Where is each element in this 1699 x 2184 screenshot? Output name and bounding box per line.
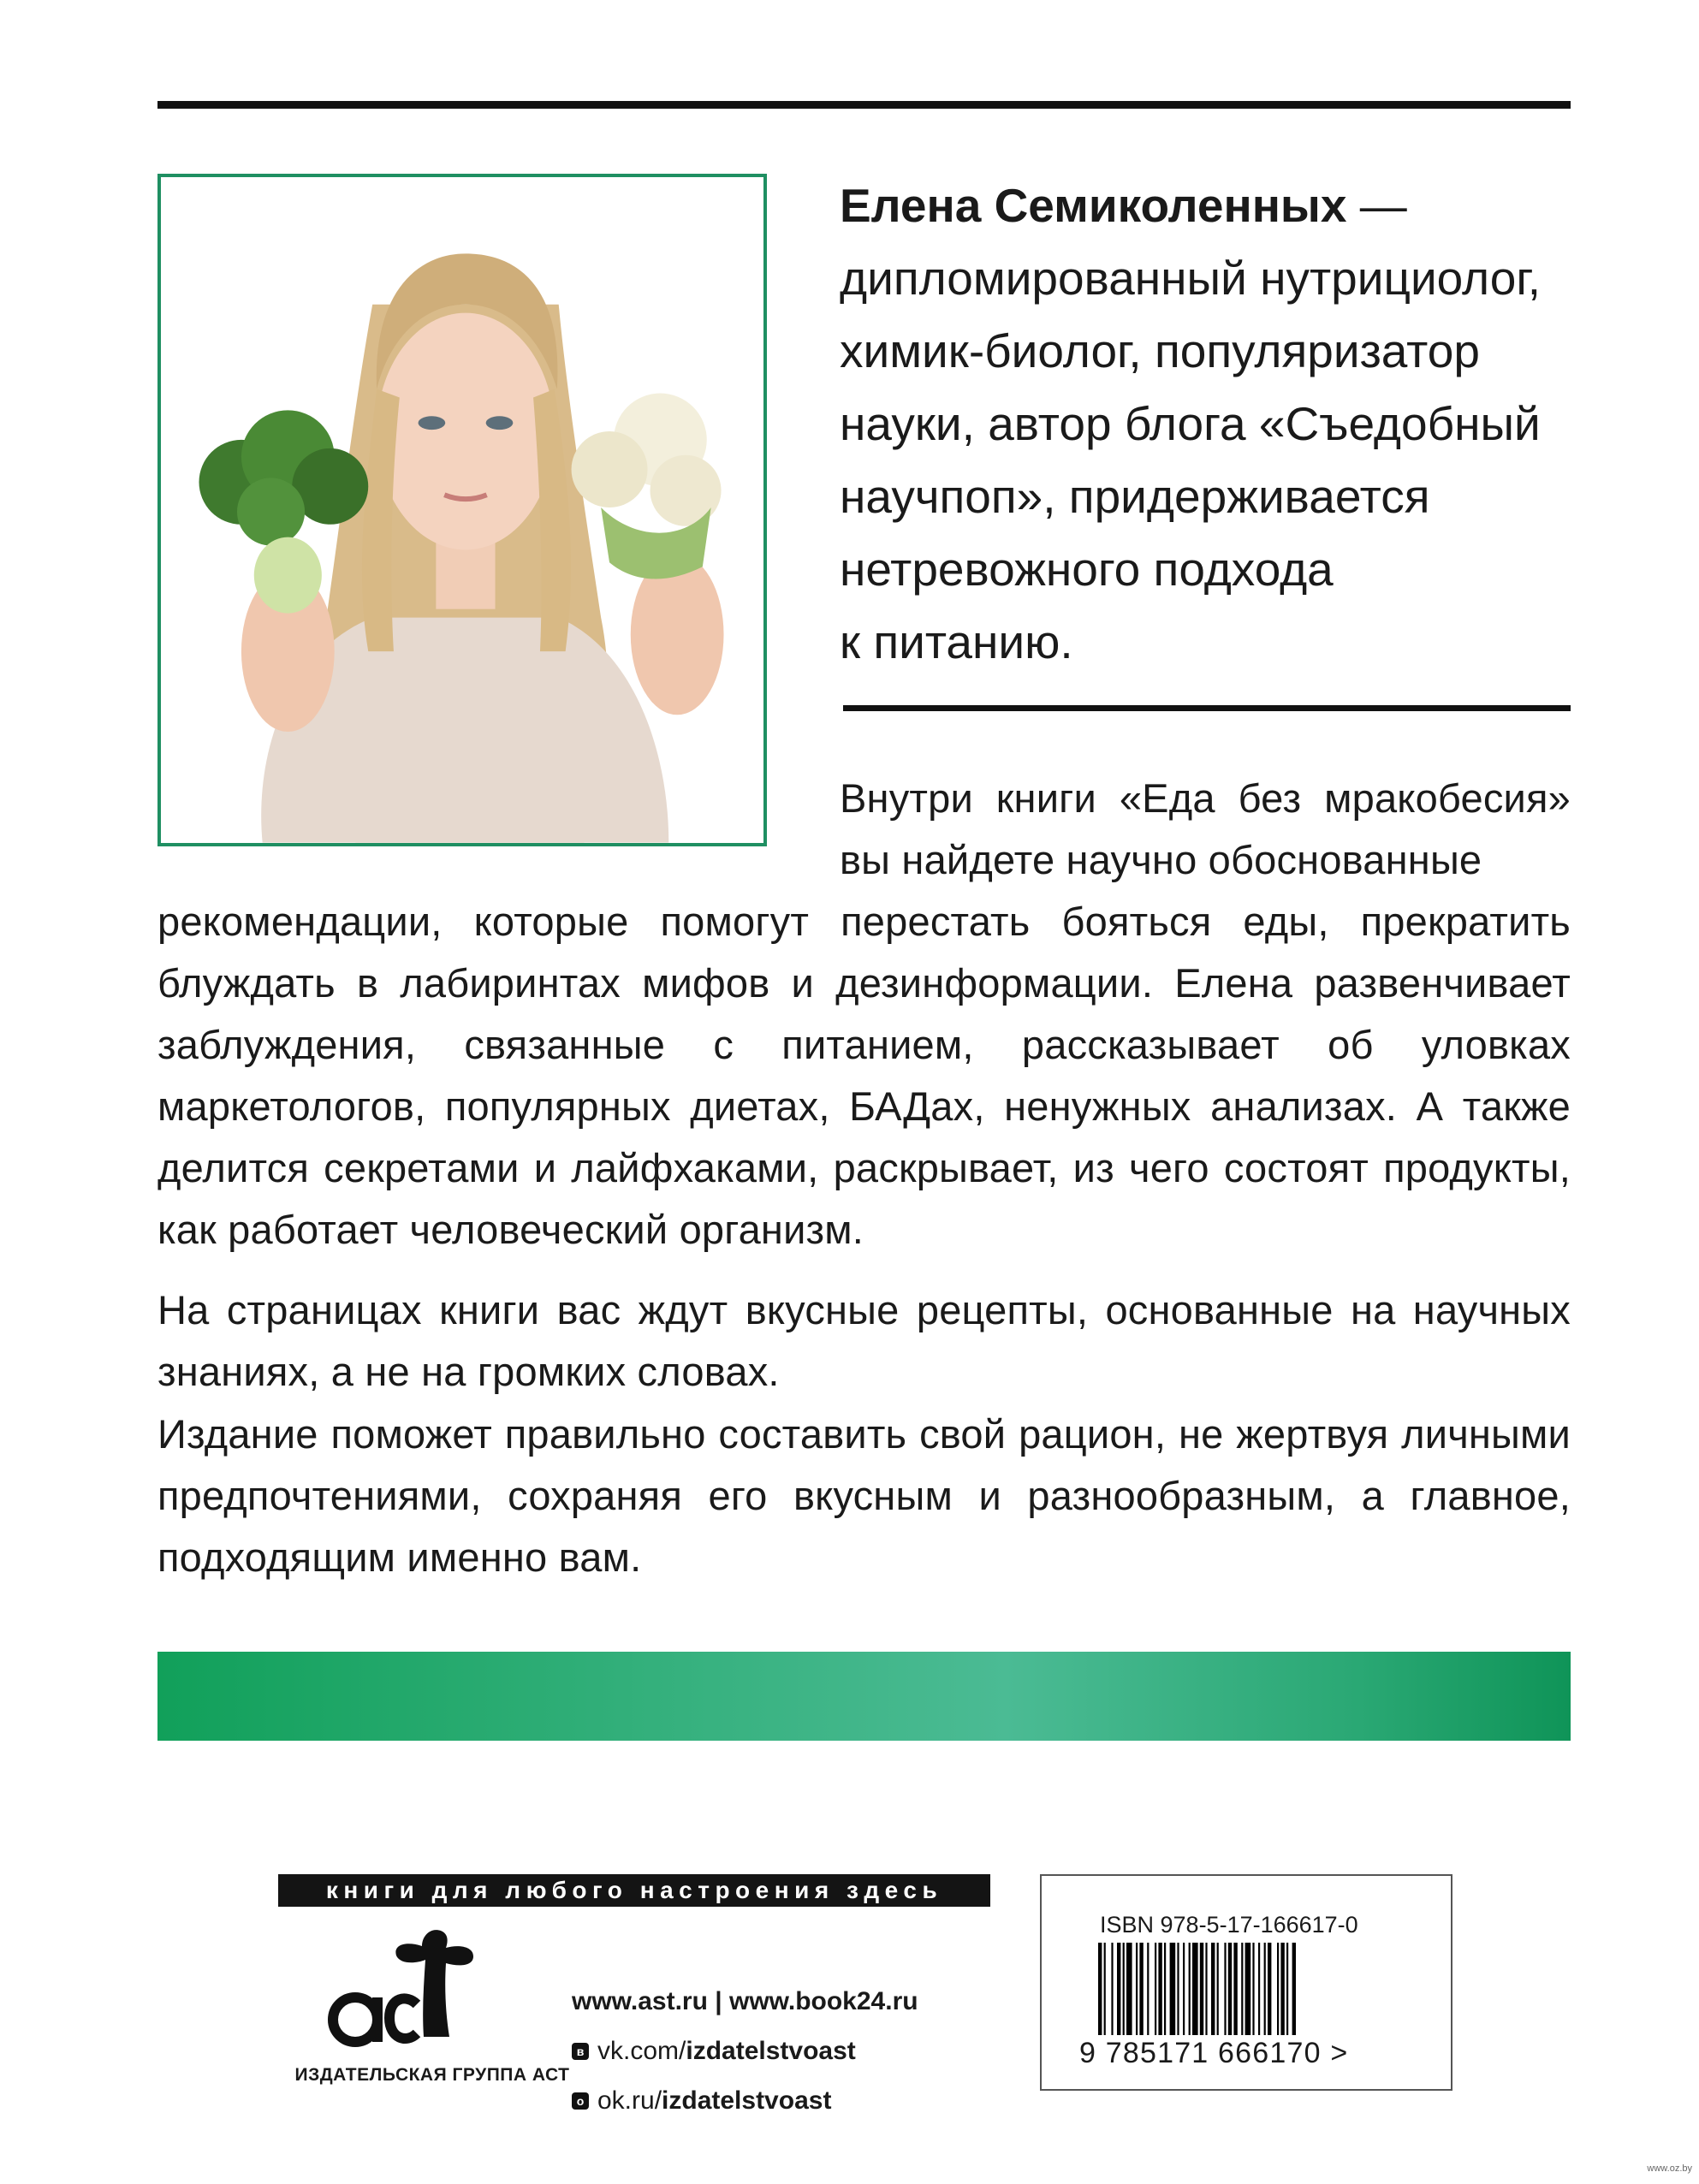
vk-prefix: vk.com/ bbox=[597, 2037, 686, 2065]
ok-handle: izdatelstvoast bbox=[662, 2086, 832, 2115]
description-main: рекомендации, которые помогут перестать бояться еды, прекратить блуждать в лабиринтах мифов и дезинформации. Елена развенчивает заблуждения, связанные с питанием, рассказывает об уловках маркетологов, популярных диетах, БАДах, ненужных анализах. А также делится секретами и лайфхаками, раскрывает, из чего состоят продукты, как работает человеческий организм. bbox=[157, 899, 1571, 1252]
ok-link[interactable] bbox=[572, 2076, 918, 2126]
description-intro: Внутри книги «Еда без мракобесия» вы найдете научно обоснованные bbox=[840, 775, 1571, 882]
description-result: Издание поможет правильно составить свой рацион, не жертвуя личными предпочтениями, сохраняя его вкусным и разнообразным, а главное, подходящим именно вам. bbox=[157, 1411, 1571, 1580]
bio-line: к питанию. bbox=[840, 615, 1073, 668]
publisher-name: ИЗДАТЕЛЬСКАЯ ГРУППА АСТ bbox=[294, 2065, 570, 2085]
isbn-digits: 9 785171 666170 > bbox=[1079, 2037, 1349, 2069]
ast-logo bbox=[321, 1926, 501, 2054]
ok-prefix: ok.ru/ bbox=[597, 2086, 662, 2115]
publisher-links bbox=[572, 1977, 918, 2126]
description-recipes: На страницах книги вас ждут вкусные рецепты, основанные на научных знаниях, а не на громких словах. bbox=[157, 1287, 1571, 1394]
bio-line: дипломированный нутрициолог, bbox=[840, 252, 1541, 305]
bio-line: химик-биолог, популяризатор bbox=[840, 324, 1480, 377]
top-divider bbox=[157, 101, 1571, 109]
vk-icon: в bbox=[572, 2043, 589, 2060]
corner-watermark: www.oz.by bbox=[1647, 2163, 1692, 2174]
barcode bbox=[1098, 1943, 1355, 2035]
vk-link[interactable] bbox=[572, 2027, 918, 2076]
author-bio bbox=[840, 169, 1593, 679]
author-portrait-illustration bbox=[161, 177, 763, 843]
vk-handle: izdatelstvoast bbox=[686, 2037, 856, 2065]
bio-line: науки, автор блога «Съедобный bbox=[840, 397, 1541, 450]
website-links[interactable]: www.ast.ru | www.book24.ru bbox=[572, 1987, 918, 2015]
author-name: Елена Семиколенных bbox=[840, 179, 1347, 232]
bio-line: нетревожного подхода bbox=[840, 543, 1334, 596]
isbn-box bbox=[1040, 1874, 1452, 2091]
bio-divider bbox=[843, 705, 1571, 711]
bio-dash: — bbox=[1346, 179, 1407, 232]
author-photo bbox=[157, 174, 767, 846]
isbn-label: ISBN 978-5-17-166617-0 bbox=[1100, 1912, 1358, 1938]
bio-line: научпоп», придерживается bbox=[840, 470, 1430, 523]
publisher-slogan: книги для любого настроения здесь bbox=[278, 1874, 990, 1907]
decorative-green-band bbox=[157, 1652, 1571, 1741]
ok-icon: о bbox=[572, 2092, 589, 2110]
